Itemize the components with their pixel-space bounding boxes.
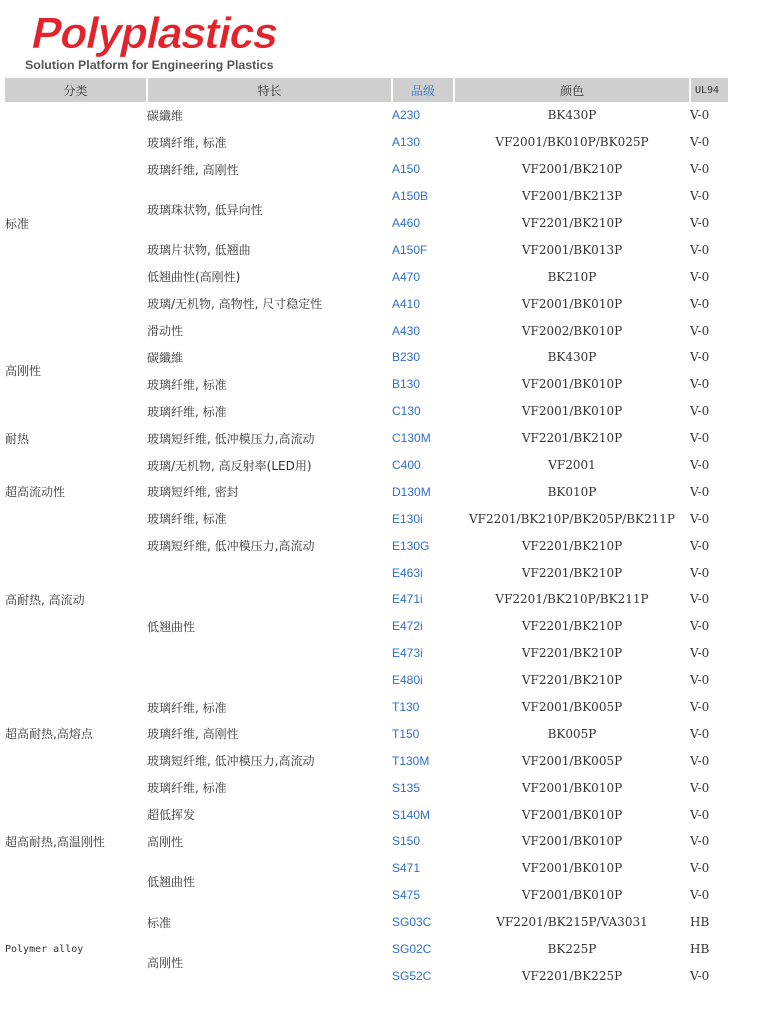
feature-cell: 玻璃纤维, 标准 xyxy=(147,512,227,527)
ul94-cell: V-0 xyxy=(690,323,710,338)
grade-link[interactable]: A410 xyxy=(392,296,421,311)
color-cell: VF2001/BK010P xyxy=(521,861,623,876)
grade-link[interactable]: C400 xyxy=(392,458,421,473)
feature-cell: 玻璃片状物, 低翘曲 xyxy=(147,243,251,258)
grade-link[interactable]: E463i xyxy=(392,565,423,580)
color-cell: VF2001/BK010P xyxy=(521,404,623,419)
grade-link[interactable]: A460 xyxy=(392,216,421,230)
grade-link[interactable]: E130G xyxy=(392,538,430,553)
ul94-cell: HB xyxy=(690,915,710,930)
color-cell: VF2201/BK210P xyxy=(521,619,623,634)
color-cell: VF2201/BK210P xyxy=(521,431,623,446)
grade-link[interactable]: C130M xyxy=(392,431,431,446)
table-row xyxy=(5,774,729,801)
feature-cell: 标准 xyxy=(147,915,172,930)
feature-cell: 高刚性 xyxy=(147,956,184,970)
table-body xyxy=(5,102,729,989)
header-ul94: UL94 xyxy=(690,78,729,102)
table-row xyxy=(5,398,729,425)
ul94-cell: V-0 xyxy=(690,726,710,741)
ul94-cell: V-0 xyxy=(690,673,710,688)
table-row xyxy=(5,694,729,721)
feature-cell: 玻璃纤维, 标准 xyxy=(147,781,227,796)
header-color: 颜色 xyxy=(454,78,690,102)
color-cell: VF2001/BK010P xyxy=(521,807,623,822)
grade-link[interactable]: A150B xyxy=(392,189,429,204)
ul94-cell: V-0 xyxy=(690,780,710,795)
color-cell: VF2201/BK210P xyxy=(521,216,623,230)
feature-cell: 玻璃/无机物, 高反射率(LED用) xyxy=(147,458,312,473)
grade-link[interactable]: B130 xyxy=(392,377,421,392)
color-cell: VF2001/BK013P xyxy=(521,242,623,257)
grade-link[interactable]: A430 xyxy=(392,323,421,338)
ul94-cell: V-0 xyxy=(690,888,710,903)
color-cell: BK430P xyxy=(547,350,597,365)
grade-link[interactable]: T150 xyxy=(392,726,420,741)
color-cell: BK430P xyxy=(547,108,597,123)
ul94-cell: V-0 xyxy=(690,108,710,123)
grade-link[interactable]: B230 xyxy=(392,350,421,365)
category-cell: 超高流动性 xyxy=(5,485,66,500)
grade-table xyxy=(5,78,730,989)
ul94-cell: V-0 xyxy=(690,619,710,634)
header-grade[interactable]: 品级 xyxy=(392,78,454,102)
ul94-cell: V-0 xyxy=(690,458,710,473)
ul94-cell: V-0 xyxy=(690,242,710,257)
grade-link[interactable]: A230 xyxy=(392,108,421,123)
color-cell: BK225P xyxy=(547,942,597,957)
ul94-cell: V-0 xyxy=(690,753,710,768)
feature-cell: 低翘曲性 xyxy=(147,875,196,890)
color-cell: VF2201/BK215P/VA3031 xyxy=(496,915,648,930)
grade-link[interactable]: D130M xyxy=(392,484,431,499)
feature-cell: 玻璃珠状物, 低异向性 xyxy=(147,203,263,218)
ul94-cell: V-0 xyxy=(690,377,710,392)
feature-cell: 玻璃纤维, 标准 xyxy=(147,700,227,715)
color-cell: BK210P xyxy=(547,269,597,284)
ul94-cell: V-0 xyxy=(690,646,710,661)
ul94-cell: V-0 xyxy=(690,484,710,499)
feature-cell: 玻璃/无机物, 高物性, 尺寸稳定性 xyxy=(147,297,323,312)
color-cell: VF2001/BK210P xyxy=(521,162,623,177)
grade-link[interactable]: T130 xyxy=(392,700,420,715)
grade-link[interactable]: A130 xyxy=(392,135,421,150)
color-cell: VF2001 xyxy=(548,458,596,473)
ul94-cell: V-0 xyxy=(690,189,710,204)
feature-cell: 高刚性 xyxy=(147,834,184,849)
color-cell: VF2001/BK213P xyxy=(521,189,623,204)
ul94-cell: V-0 xyxy=(690,968,710,983)
table-row xyxy=(5,344,729,371)
grade-link[interactable]: SG02C xyxy=(392,942,432,957)
grade-link[interactable]: A150F xyxy=(392,242,428,257)
ul94-cell: V-0 xyxy=(690,404,710,419)
grade-link[interactable]: E471i xyxy=(392,592,423,607)
logo-tagline: Solution Platform for Engineering Plastics xyxy=(25,58,274,72)
color-cell: VF2002/BK010P xyxy=(521,323,623,338)
category-cell: 标准 xyxy=(5,216,30,231)
color-cell: VF2001/BK010P/BK025P xyxy=(495,135,649,150)
ul94-cell: V-0 xyxy=(690,861,710,876)
color-cell: VF2001/BK010P xyxy=(521,780,623,795)
grade-link[interactable]: SG03C xyxy=(392,915,432,930)
feature-cell: 玻璃短纤维, 低冲模压力,高流动 xyxy=(147,539,315,554)
color-cell: VF2001/BK005P xyxy=(521,753,623,768)
feature-cell: 玻璃纤维, 标准 xyxy=(147,377,227,392)
ul94-cell: V-0 xyxy=(690,269,710,284)
color-cell: BK010P xyxy=(547,484,597,499)
feature-cell: 低翘曲性(高刚性) xyxy=(147,270,241,285)
color-cell: VF2201/BK225P xyxy=(521,968,623,983)
grade-link[interactable]: E472i xyxy=(392,619,423,634)
feature-cell: 超低挥发 xyxy=(147,808,196,823)
grade-link[interactable]: E473i xyxy=(392,646,423,661)
feature-cell: 低翘曲性 xyxy=(147,619,196,634)
ul94-cell: V-0 xyxy=(690,135,710,150)
ul94-cell: V-0 xyxy=(690,592,710,607)
ul94-cell: V-0 xyxy=(690,565,710,580)
feature-cell: 玻璃纤维, 高刚性 xyxy=(147,727,239,742)
color-cell: VF2001/BK010P xyxy=(521,296,623,311)
grade-link[interactable]: A470 xyxy=(392,269,421,284)
grade-link[interactable]: S475 xyxy=(392,888,421,903)
polyplastics-logo xyxy=(24,8,334,74)
feature-cell: 玻璃纤维, 高刚性 xyxy=(147,162,239,177)
grade-link[interactable]: S140M xyxy=(392,807,431,822)
color-cell: VF2201/BK210P/BK205P/BK211P xyxy=(469,511,675,526)
table-header-row xyxy=(5,78,729,102)
category-cell: Polymer alloy xyxy=(5,943,84,955)
header-category: 分类 xyxy=(5,78,147,102)
feature-cell: 玻璃短纤维, 低冲模压力,高流动 xyxy=(147,754,315,769)
color-cell: VF2001/BK010P xyxy=(521,834,623,849)
logo-wordmark: Polyplastics xyxy=(27,9,283,58)
ul94-cell: V-0 xyxy=(690,431,710,446)
grade-link[interactable]: E480i xyxy=(392,673,423,688)
category-cell: 高耐热, 高流动 xyxy=(5,592,85,607)
color-cell: VF2001/BK010P xyxy=(521,377,623,392)
category-cell: 高刚性 xyxy=(5,364,42,379)
header-feature: 特长 xyxy=(147,78,392,102)
color-cell: VF2001/BK005P xyxy=(521,700,623,715)
ul94-cell: V-0 xyxy=(690,807,710,822)
ul94-cell: V-0 xyxy=(690,350,710,365)
ul94-cell: V-0 xyxy=(690,834,710,849)
ul94-cell: V-0 xyxy=(690,162,710,177)
grade-link[interactable]: S150 xyxy=(392,834,421,849)
grade-link[interactable]: S135 xyxy=(392,780,421,795)
ul94-cell: V-0 xyxy=(690,216,710,230)
color-cell: VF2201/BK210P xyxy=(521,646,623,661)
ul94-cell: V-0 xyxy=(690,511,710,526)
grade-link[interactable]: T130M xyxy=(392,753,430,768)
grade-link[interactable]: S471 xyxy=(392,861,421,876)
feature-cell: 玻璃纤维, 标准 xyxy=(147,404,227,419)
grade-link[interactable]: C130 xyxy=(392,404,421,419)
grade-link[interactable]: E130i xyxy=(392,511,423,526)
ul94-cell: V-0 xyxy=(690,296,710,311)
color-cell: VF2201/BK210P xyxy=(521,538,623,553)
color-cell: VF2001/BK010P xyxy=(521,888,623,903)
color-cell: VF2201/BK210P xyxy=(521,673,623,688)
feature-cell: 玻璃纤维, 标准 xyxy=(147,135,227,150)
feature-cell: 碳纖维 xyxy=(147,108,184,123)
feature-cell: 玻璃短纤维, 密封 xyxy=(147,485,239,500)
grade-link[interactable]: A150 xyxy=(392,162,421,177)
color-cell: VF2201/BK210P xyxy=(521,565,623,580)
table-row xyxy=(5,478,729,505)
category-cell: 超高耐热,高温刚性 xyxy=(5,834,105,849)
ul94-cell: HB xyxy=(690,942,710,957)
color-cell: VF2201/BK210P/BK211P xyxy=(495,592,649,607)
grade-link[interactable]: SG52C xyxy=(392,968,432,983)
feature-cell: 滑动性 xyxy=(147,324,184,339)
ul94-cell: V-0 xyxy=(690,700,710,715)
color-cell: BK005P xyxy=(547,726,597,741)
feature-cell: 碳纖維 xyxy=(147,350,184,365)
category-cell: 耐热 xyxy=(5,431,30,446)
table-row xyxy=(5,909,729,936)
table-row xyxy=(5,102,729,129)
feature-cell: 玻璃短纤维, 低冲模压力,高流动 xyxy=(147,431,315,446)
table-row xyxy=(5,505,729,532)
category-cell: 超高耐热,高熔点 xyxy=(5,727,93,742)
ul94-cell: V-0 xyxy=(690,538,710,553)
